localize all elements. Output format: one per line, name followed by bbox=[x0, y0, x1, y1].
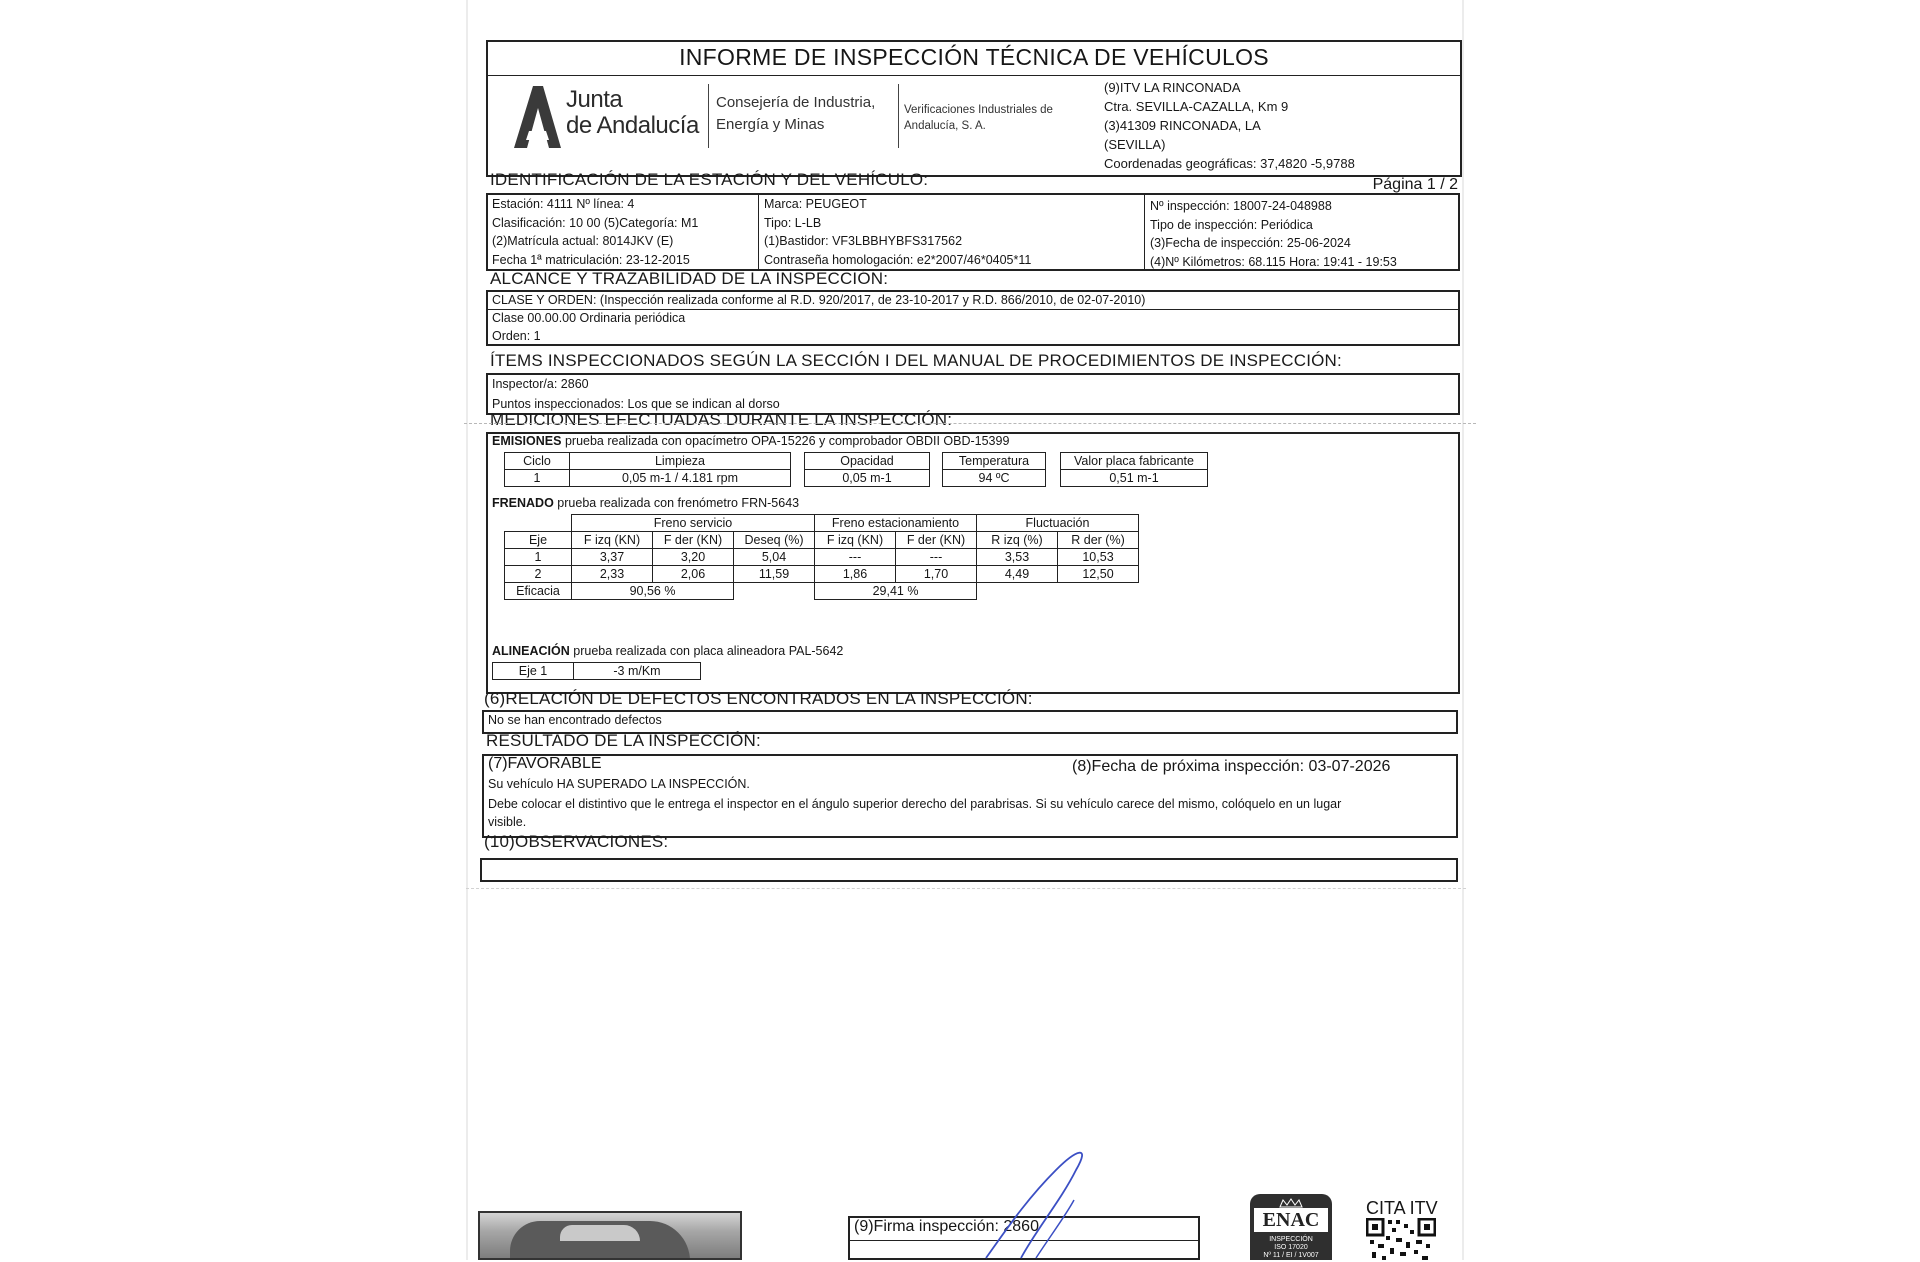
emissions-description: prueba realizada con opacímetro OPA-15226 y comprobador OBDII OBD-15399 bbox=[564, 434, 1010, 448]
braking-row-axle-1 bbox=[505, 549, 1139, 566]
next-inspection-date: (8)Fecha de próxima inspección: 03-07-2026 bbox=[1072, 758, 1391, 775]
scope-box bbox=[486, 290, 1460, 346]
classification: Clasificación: 10 00 (5)Categoría: M1 bbox=[492, 215, 699, 230]
braking-label: FRENADO bbox=[492, 496, 554, 510]
braking-heading bbox=[492, 494, 799, 513]
temperature-header: Temperatura bbox=[943, 453, 1046, 470]
emissions-cycle-table bbox=[504, 452, 791, 487]
scope-title: ALCANCE Y TRAZABILIDAD DE LA INSPECCIÓN: bbox=[490, 269, 889, 288]
vehicle-type: Tipo: L-LB bbox=[764, 215, 822, 230]
enac-small-3: Nº 11 / EI / 1V007 bbox=[1263, 1252, 1319, 1259]
service-right-header: F der (KN) bbox=[653, 532, 734, 549]
result-box bbox=[482, 754, 1458, 838]
alignment-value: -3 m/Km bbox=[574, 663, 701, 680]
alignment-axle: Eje 1 bbox=[493, 663, 574, 680]
inspection-number: Nº inspección: 18007-24-048988 bbox=[1150, 199, 1332, 213]
inspector: Inspector/a: 2860 bbox=[492, 377, 589, 391]
logo-line-2: de Andalucía bbox=[566, 112, 699, 139]
consejeria-line-1: Consejería de Industria, bbox=[716, 94, 876, 111]
table-cell: 11,59 bbox=[734, 566, 815, 583]
enac-crown-icon bbox=[1279, 1198, 1303, 1208]
defects-title: (6)RELACIÓN DE DEFECTOS ENCONTRADOS EN LA INSPECCIÓN: bbox=[484, 689, 1033, 708]
report-header bbox=[486, 40, 1462, 177]
temperature-table bbox=[942, 452, 1046, 487]
emissions-heading bbox=[492, 432, 1009, 451]
braking-row-axle-2 bbox=[505, 566, 1139, 583]
identification-col-3 bbox=[1150, 197, 1397, 271]
table-cell: 4,49 bbox=[977, 566, 1058, 583]
parking-brake-group: Freno estacionamiento bbox=[815, 515, 977, 532]
parking-right-header: F der (KN) bbox=[896, 532, 977, 549]
enac-badge bbox=[1250, 1194, 1332, 1260]
cycle-header: Ciclo bbox=[505, 453, 570, 470]
enac-small-2: ISO 17020 bbox=[1274, 1244, 1308, 1251]
result-line-1: Su vehículo HA SUPERADO LA INSPECCIÓN. bbox=[488, 777, 750, 791]
page-number: Página 1 / 2 bbox=[1372, 176, 1458, 193]
items-box bbox=[486, 373, 1460, 415]
result-verdict: (7)FAVORABLE bbox=[488, 755, 602, 772]
logo-line-1: Junta bbox=[566, 86, 623, 113]
vehicle-photo bbox=[478, 1211, 742, 1260]
efficiency-parking: 29,41 % bbox=[815, 583, 977, 600]
fluct-left-header: R izq (%) bbox=[977, 532, 1058, 549]
alignment-description: prueba realizada con placa alineadora PAL-5642 bbox=[573, 644, 844, 658]
inspector-signature-icon bbox=[966, 1140, 1116, 1260]
cleaning-header: Limpieza bbox=[570, 453, 791, 470]
vehicle-make: Marca: PEUGEOT bbox=[764, 197, 867, 211]
tear-line bbox=[466, 888, 1466, 889]
identification-col-2 bbox=[764, 195, 1031, 269]
inspected-points: Puntos inspeccionados: Los que se indican al dorso bbox=[492, 397, 780, 411]
temperature-value: 94 ºC bbox=[943, 470, 1046, 487]
table-cell: 10,53 bbox=[1058, 549, 1139, 566]
identification-divider-2 bbox=[1144, 195, 1145, 269]
service-brake-group: Freno servicio bbox=[572, 515, 815, 532]
opacity-table bbox=[804, 452, 930, 487]
identification-box bbox=[486, 193, 1460, 271]
enac-small-1: INSPECCIÓN bbox=[1269, 1236, 1313, 1243]
emissions-label: EMISIONES bbox=[492, 434, 562, 448]
table-cell: 3,37 bbox=[572, 549, 653, 566]
table-cell: 3,20 bbox=[653, 549, 734, 566]
efficiency-service: 90,56 % bbox=[572, 583, 734, 600]
manufacturer-plate-value: 0,51 m-1 bbox=[1061, 470, 1208, 487]
fluct-right-header: R der (%) bbox=[1058, 532, 1139, 549]
plate: (2)Matrícula actual: 8014JKV (E) bbox=[492, 234, 674, 248]
result-line-2: Debe colocar el distintivo que le entrega el inspector en el ángulo superior derecho del parabrisas. Si su vehículo carece del mismo, colóquelo en un lugar bbox=[488, 797, 1342, 811]
scan-edge-left bbox=[466, 0, 468, 1260]
opacity-value: 0,05 m-1 bbox=[805, 470, 930, 487]
enac-label: ENAC bbox=[1254, 1208, 1328, 1232]
observations-box bbox=[480, 858, 1458, 882]
vehicle-vin: (1)Bastidor: VF3LBBHYBFS317562 bbox=[764, 234, 963, 248]
table-cell: 3,53 bbox=[977, 549, 1058, 566]
cleaning-value: 0,05 m-1 / 4.181 rpm bbox=[570, 470, 791, 487]
scope-order: Orden: 1 bbox=[492, 329, 541, 343]
result-title: RESULTADO DE LA INSPECCIÓN: bbox=[486, 731, 761, 750]
station-coordinates: Coordenadas geográficas: 37,4820 -5,9788 bbox=[1104, 156, 1355, 171]
mileage-time: (4)Nº Kilómetros: 68.115 Hora: 19:41 - 19:53 bbox=[1150, 254, 1397, 269]
scope-class: Clase 00.00.00 Ordinaria periódica bbox=[492, 311, 686, 325]
first-registration: Fecha 1ª matriculación: 23-12-2015 bbox=[492, 252, 690, 267]
header-divider bbox=[488, 75, 1460, 76]
alignment-heading bbox=[492, 642, 843, 661]
table-cell: 1 bbox=[505, 549, 572, 566]
verif-line-2: Andalucía, S. A. bbox=[904, 120, 986, 132]
observations-title: (10)OBSERVACIONES: bbox=[484, 832, 669, 851]
table-cell: --- bbox=[815, 549, 896, 566]
cita-itv-label: CITA ITV bbox=[1366, 1198, 1438, 1218]
fluctuation-group: Fluctuación bbox=[977, 515, 1139, 532]
efficiency-label: Eficacia bbox=[505, 583, 572, 600]
braking-description: prueba realizada con frenómetro FRN-5643 bbox=[557, 496, 800, 510]
station-line-3: (3)41309 RINCONADA, LA bbox=[1104, 118, 1261, 133]
station-line-2: Ctra. SEVILLA-CAZALLA, Km 9 bbox=[1104, 99, 1289, 114]
manufacturer-plate-table bbox=[1060, 452, 1208, 487]
scope-class-order: CLASE Y ORDEN: (Inspección realizada conforme al R.D. 920/2017, de 23-10-2017 y R.D. 866/2010, de 02-07-2010) bbox=[492, 293, 1146, 307]
table-cell: 5,04 bbox=[734, 549, 815, 566]
consejeria-line-2: Energía y Minas bbox=[716, 116, 825, 133]
logo-separator bbox=[708, 84, 709, 148]
table-cell: 12,50 bbox=[1058, 566, 1139, 583]
station-line-1: (9)ITV LA RINCONADA bbox=[1104, 80, 1241, 95]
station-line-number: Estación: 4111 Nº línea: 4 bbox=[492, 197, 635, 211]
identification-col-1 bbox=[492, 195, 698, 269]
braking-table bbox=[504, 514, 1139, 600]
cycle-value: 1 bbox=[505, 470, 570, 487]
imbalance-header: Deseq (%) bbox=[734, 532, 815, 549]
manufacturer-plate-header: Valor placa fabricante bbox=[1061, 453, 1208, 470]
service-left-header: F izq (KN) bbox=[572, 532, 653, 549]
inspection-date: (3)Fecha de inspección: 25-06-2024 bbox=[1150, 236, 1351, 250]
result-line-3: visible. bbox=[488, 815, 527, 829]
inspection-report bbox=[478, 34, 1462, 1260]
table-cell: 1,86 bbox=[815, 566, 896, 583]
table-cell: --- bbox=[896, 549, 977, 566]
junta-andalucia-logo-icon bbox=[508, 84, 562, 150]
scan-edge-right bbox=[1462, 0, 1464, 1260]
fold-line bbox=[464, 423, 1476, 424]
measurements-box bbox=[486, 432, 1460, 694]
opacity-header: Opacidad bbox=[805, 453, 930, 470]
table-cell: 2,06 bbox=[653, 566, 734, 583]
verif-line-1: Verificaciones Industriales de bbox=[904, 104, 1053, 116]
homologation: Contraseña homologación: e2*2007/46*0405*11 bbox=[764, 252, 1032, 267]
efficiency-row bbox=[505, 583, 1139, 600]
alignment-table bbox=[492, 662, 701, 680]
identification-divider-1 bbox=[758, 195, 759, 269]
vehicle-photo-window bbox=[560, 1225, 640, 1241]
table-cell: 2 bbox=[505, 566, 572, 583]
items-title: ÍTEMS INSPECCIONADOS SEGÚN LA SECCIÓN I DEL MANUAL DE PROCEDIMIENTOS DE INSPECCIÓN: bbox=[490, 351, 1342, 370]
station-line-4: (SEVILLA) bbox=[1104, 137, 1166, 152]
inspection-type: Tipo de inspección: Periódica bbox=[1150, 217, 1313, 232]
report-title: INFORME DE INSPECCIÓN TÉCNICA DE VEHÍCULOS bbox=[679, 44, 1269, 70]
table-cell: 2,33 bbox=[572, 566, 653, 583]
verif-separator bbox=[898, 84, 899, 148]
table-cell: 1,70 bbox=[896, 566, 977, 583]
defects-text: No se han encontrado defectos bbox=[488, 713, 662, 727]
alignment-label: ALINEACIÓN bbox=[492, 644, 570, 658]
parking-left-header: F izq (KN) bbox=[815, 532, 896, 549]
station-address bbox=[1104, 78, 1355, 173]
signature-label: (9)Firma inspección: 2860 bbox=[854, 1218, 1039, 1235]
qr-code-icon[interactable] bbox=[1366, 1218, 1436, 1262]
measurements-title: MEDICIONES EFECTUADAS DURANTE LA INSPECCIÓN: bbox=[490, 410, 953, 429]
identification-title: IDENTIFICACIÓN DE LA ESTACIÓN Y DEL VEHÍCULO: bbox=[490, 170, 929, 189]
axle-header: Eje bbox=[505, 532, 572, 549]
